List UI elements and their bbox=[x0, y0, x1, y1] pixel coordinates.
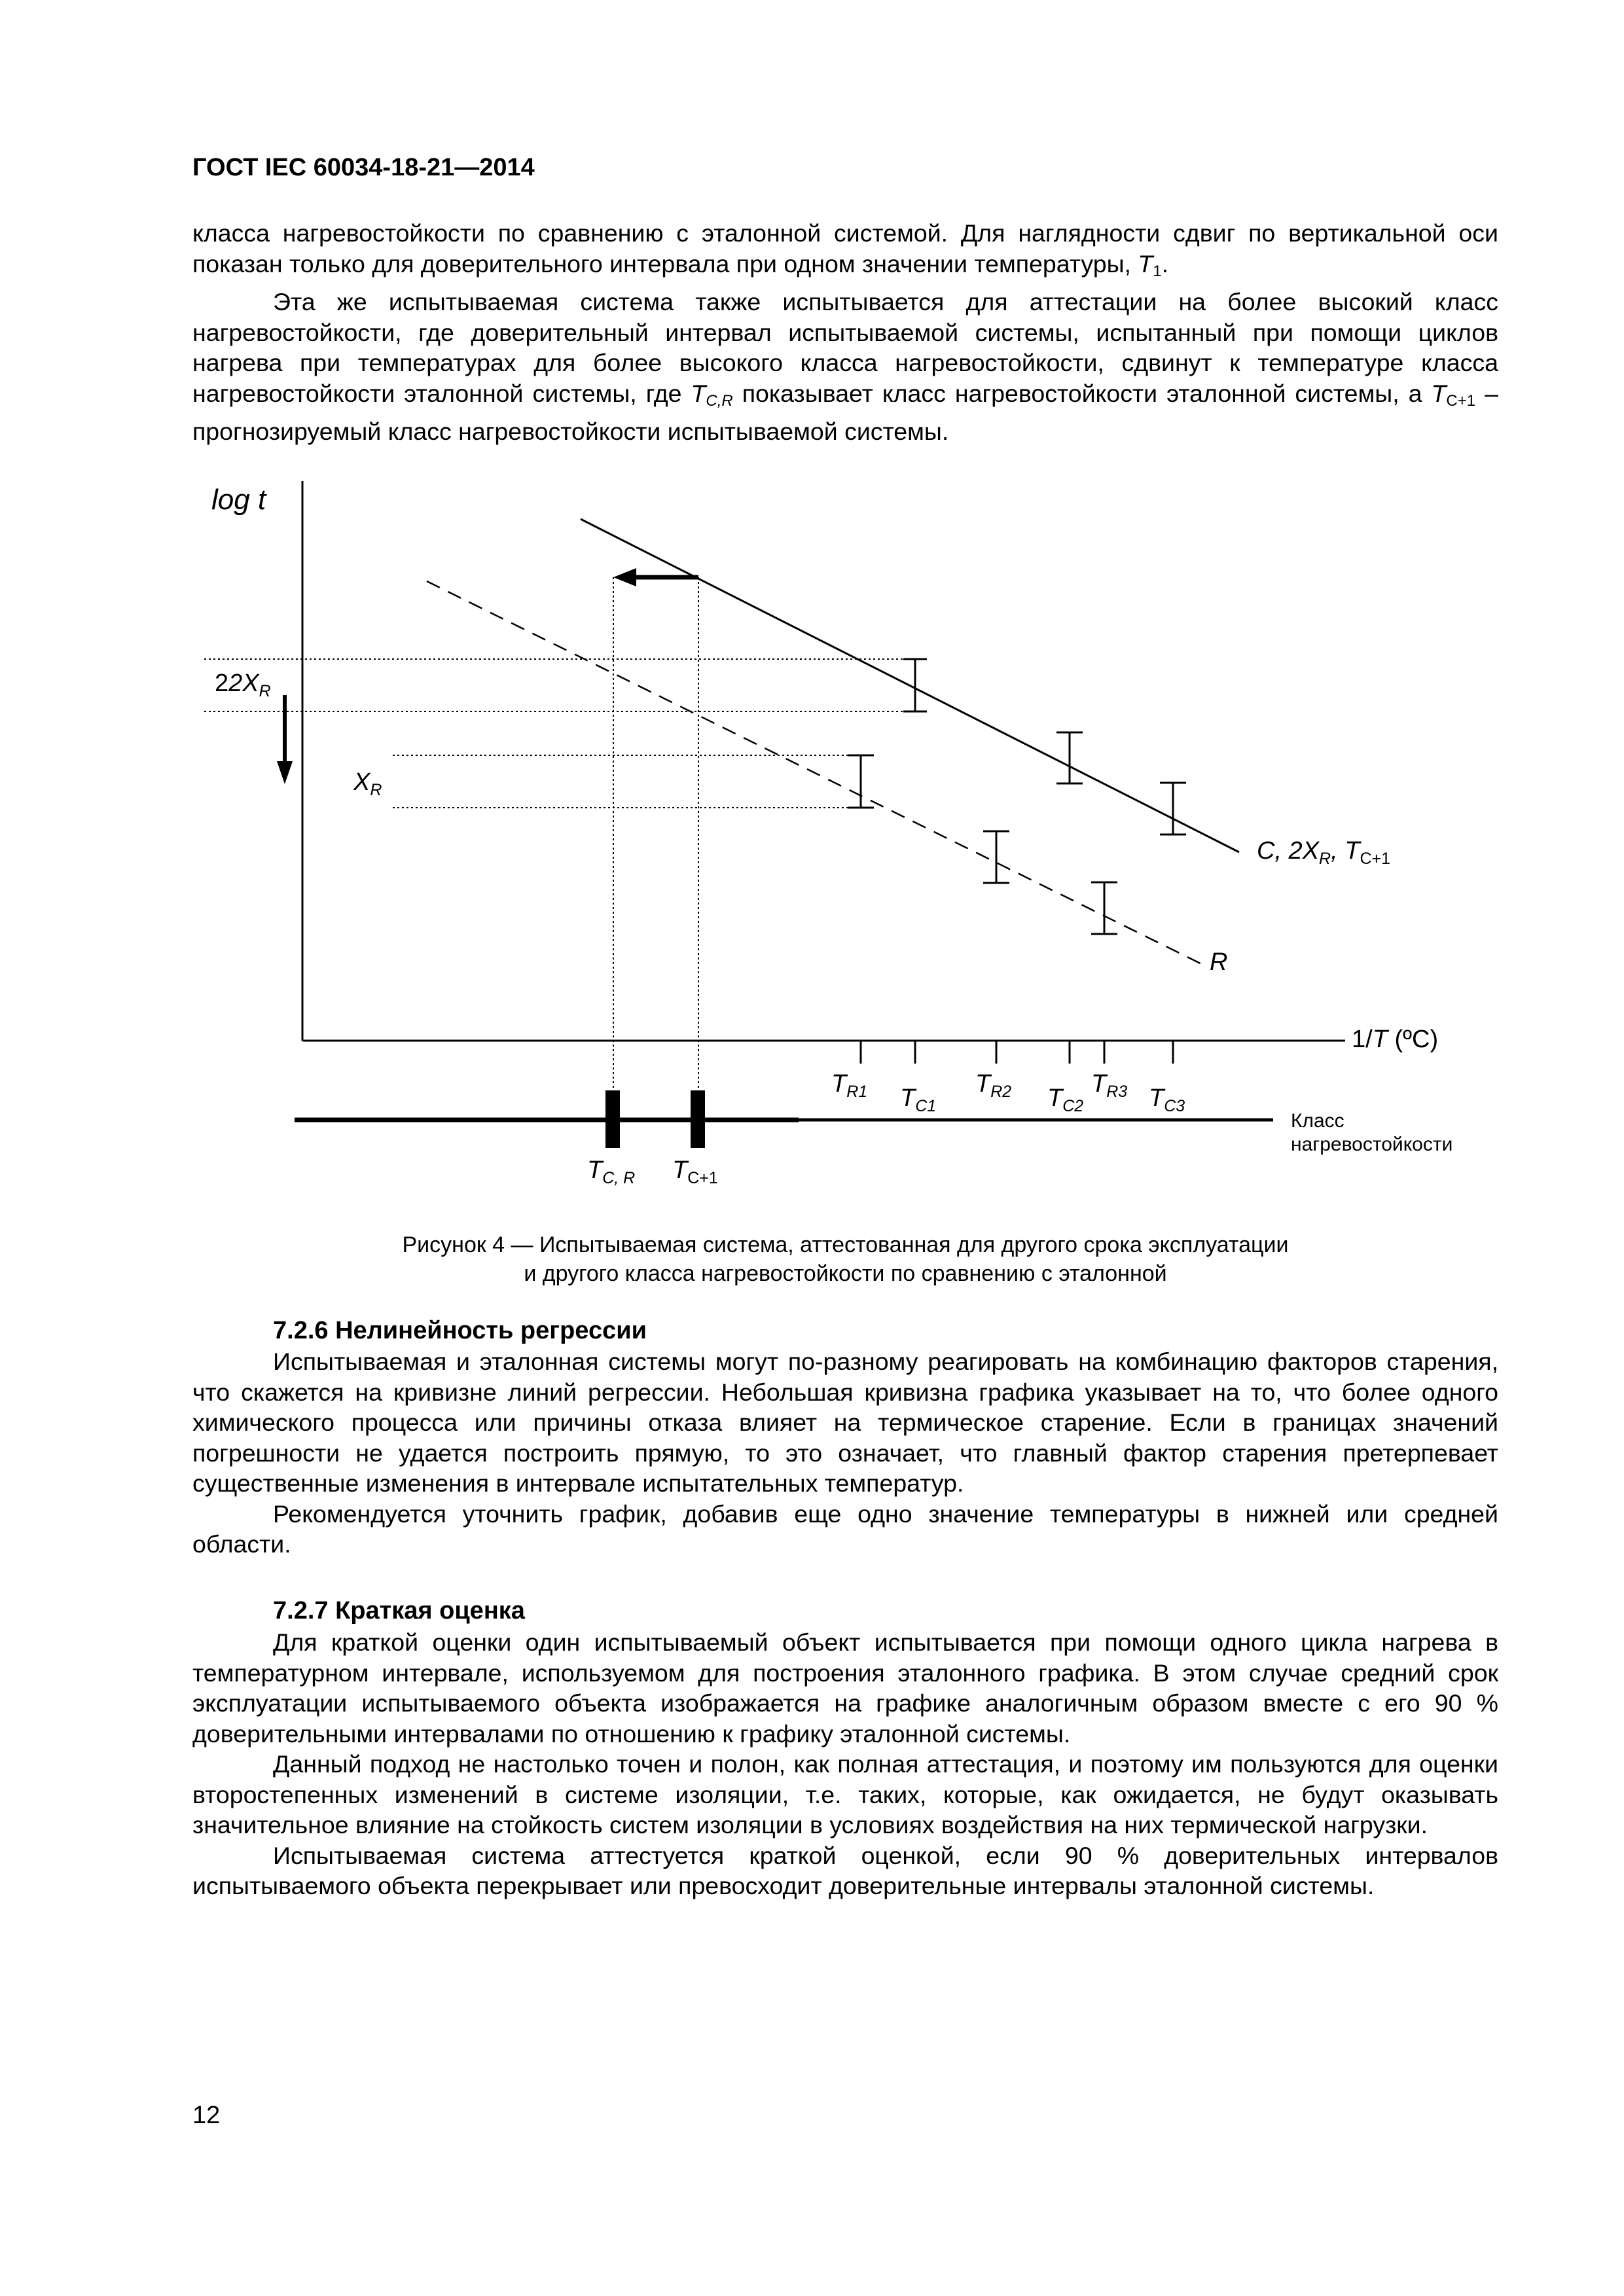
regression-line-c bbox=[581, 519, 1239, 852]
error-bar-r3 bbox=[1091, 882, 1117, 934]
figure-caption-line2: и другого класса нагревостойкости по сравнению с эталонной bbox=[524, 1261, 1167, 1286]
section-7-2-7-paragraph-2: Данный подход не настолько точен и полон, как полная аттестация, и поэтому им пользуются для оценки второстепенных изменений в системе изоляции, т.е. таких, которые, как ожидается, не будут оказывать значительное влияние на стойкость систем изоляции в условиях воздействия на них термической нагрузки. bbox=[192, 1750, 1498, 1839]
figure-4-diagram bbox=[0, 458, 1624, 1211]
offset-xr-label: $X_R$ bbox=[353, 768, 382, 799]
error-bar-c2 bbox=[1056, 732, 1083, 783]
section-7-2-7-paragraph-1: Для краткой оценки один испытываемый объект испытывается при помощи одного цикла нагрева в температурном интервале, используемом для построения эталонного графика. В этом случае средний срок эксплуатации испытываемого объекта изображается на графике аналогичным образом вместе с его 90 % доверительными интервалами по отношению к графику эталонной системы. bbox=[192, 1628, 1498, 1748]
tick-label-tc1: $T_{C1}$ bbox=[900, 1085, 937, 1115]
figure-caption-line1: Рисунок 4 — Испытываемая система, аттестованная для другого срока эксплуатации bbox=[402, 1232, 1289, 1257]
section-7-2-6-title: 7.2.6 Нелинейность регрессии bbox=[273, 1317, 647, 1344]
error-bar-c3 bbox=[1160, 783, 1186, 834]
tick-label-tr1: $T_{R1}$ bbox=[831, 1070, 868, 1101]
x-axis-ticks bbox=[861, 1041, 1173, 1064]
class-mark-tcr bbox=[605, 1090, 620, 1148]
error-bar-r2 bbox=[983, 831, 1009, 883]
x-axis-label: 1/T (ºC) bbox=[1352, 1026, 1439, 1053]
error-bar-c1 bbox=[903, 659, 927, 711]
error-bar-r1 bbox=[848, 755, 874, 808]
class-mark-tc1 bbox=[691, 1090, 705, 1148]
tick-label-tc2: $T_{C2}$ bbox=[1047, 1085, 1084, 1115]
shift-arrow-head bbox=[613, 568, 636, 586]
class-bar-label-line1: Класс bbox=[1291, 1110, 1344, 1132]
class-mark-tcr-label: $T_{C, R}$ bbox=[587, 1157, 636, 1187]
document-header: ГОСТ IEC 60034-18-21—2014 bbox=[192, 154, 535, 181]
tick-label-tr2: $T_{R2}$ bbox=[975, 1070, 1012, 1101]
page-number: 12 bbox=[192, 2102, 221, 2129]
section-7-2-7-paragraph-3: Испытываемая система аттестуется краткой оценкой, если 90 % доверительных интервалов испытываемого объекта перекрывает или превосходит доверительные интервалы эталонной системы. bbox=[192, 1841, 1498, 1899]
section-7-2-7-title: 7.2.7 Краткая оценка bbox=[273, 1597, 525, 1624]
vertical-shift-arrow-head bbox=[277, 761, 293, 784]
line-r-label: R bbox=[1210, 948, 1228, 976]
tick-label-tr3: $T_{R3}$ bbox=[1091, 1070, 1128, 1101]
section-7-2-6-body bbox=[192, 1346, 1498, 1560]
section-7-2-6-paragraph-1: Испытываемая и эталонная системы могут по-разному реагировать на комбинацию факторов старения, что скажется на кривизне линий регрессии. Небольшая кривизна графика указывает на то, что более одного химического процесса или причины отказа влияет на термическое старение. Если в границах значений погрешности не удается построить прямую, то это означает, что главный фактор старения претерпевает существенные изменения в интервале испытательных температур. bbox=[192, 1348, 1498, 1497]
class-bar-label-line2: нагревостойкости bbox=[1291, 1134, 1453, 1155]
intro-paragraph-2: Эта же испытываемая система также испытывается для аттестации на более высокий класс нагревостойкости, где доверительный интервал испытываемой системы, испытанный при помощи циклов нагрева при температурах для более высокого класса нагревостойкости, сдвинут к температуре класса нагревостойкости эталонной системы, где $T_{C,R}$ показывает класс нагревостойкости эталонной системы, а $T_{C+1}$ – прогнозируемый класс нагревостойкости испытываемой системы. bbox=[192, 288, 1498, 445]
tick-label-tc3: $T_{C3}$ bbox=[1149, 1085, 1185, 1115]
y-axis-label: log t bbox=[211, 484, 266, 516]
section-7-2-6-paragraph-2: Рекомендуется уточнить график, добавив еще одно значение температуры в нижней или средней области. bbox=[192, 1499, 1498, 1558]
intro-paragraph-1: класса нагревостойкости по сравнению с эталонной системой. Для наглядности сдвиг по вертикальной оси показан только для доверительного интервала при одном значении температуры, $T_1$. bbox=[192, 219, 1498, 280]
class-mark-tc1-label: $T_{C+1}$ bbox=[672, 1157, 718, 1187]
intro-text bbox=[192, 218, 1498, 447]
line-c-label: C, $2X_R$, $T_{C+1}$ bbox=[1257, 837, 1390, 868]
figure-caption bbox=[192, 1230, 1498, 1288]
offset-2xr-label: $22X_R$ bbox=[215, 670, 271, 700]
section-7-2-7-body bbox=[192, 1627, 1498, 1901]
